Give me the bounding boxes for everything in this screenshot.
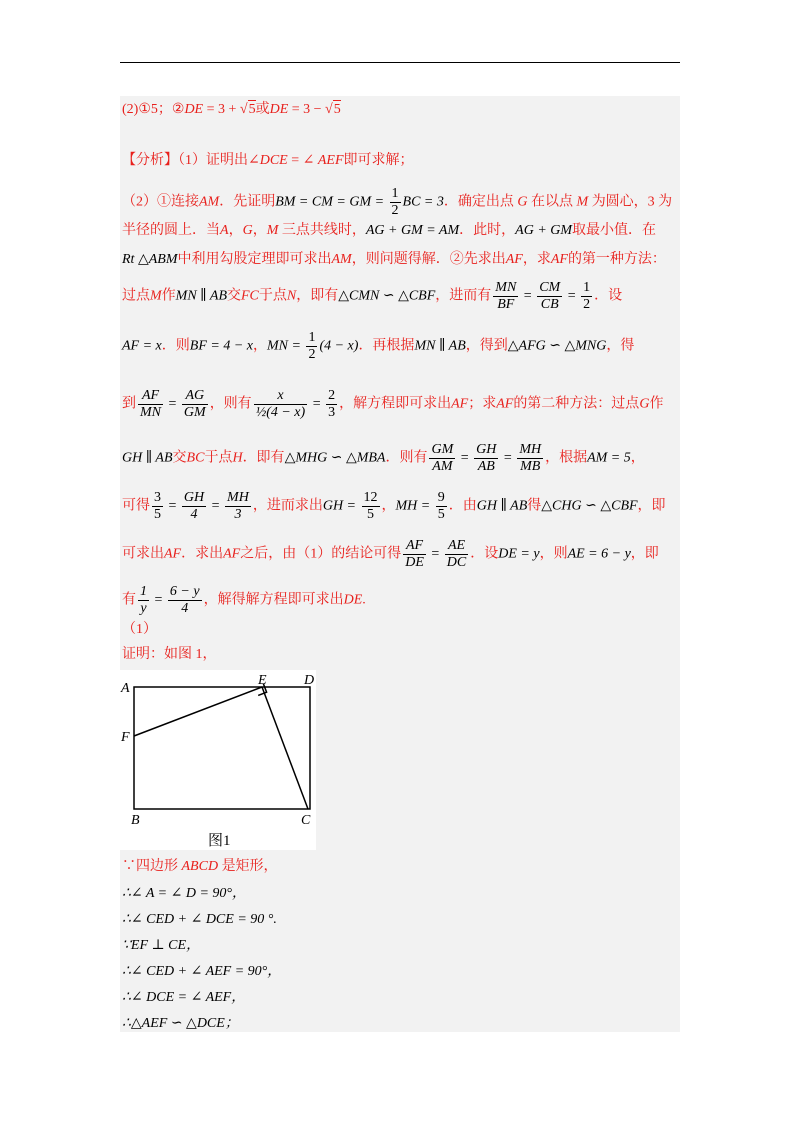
proof-step-2: ∴∠ A = ∠ D = 90°，	[122, 886, 247, 901]
analysis-line-8: GH ∥ AB交BC于点H．即有△MHG ∽ △MBA．则有 $\frac{GM}{AM}$ = $\frac{GH}{AB}$ = $\frac{MH}{MB}$ ，根据AM = 5，	[122, 442, 645, 474]
segment-ec	[262, 687, 308, 809]
label-a: A	[121, 681, 130, 696]
answer-line: (2)①5；②DE = 3 + √5或DE = 3 − √5	[122, 102, 341, 117]
fraction: $\frac{1}{2}$	[391, 186, 399, 218]
analysis-line-11: 有 $\frac{1}{y}$ = $\frac{6 - y}{4}$ ，解得解方程即可求出DE.	[122, 584, 366, 616]
fraction: $\frac{12}{5}$	[363, 490, 378, 522]
fraction: $\frac{1}{2}$	[308, 330, 316, 362]
fraction: $\frac{MH}{MB}$	[519, 442, 542, 474]
figure-caption: 图1	[208, 833, 231, 849]
analysis-line-4: Rt △ABM中利用勾股定理即可求出AM，则问题得解．②先求出AF，求AF的第一种方法：	[122, 252, 666, 267]
fraction: $\frac{2}{3}$	[328, 388, 336, 420]
fraction: $\frac{GM}{AM}$	[431, 442, 454, 474]
fraction: $\frac{9}{5}$	[437, 490, 445, 522]
rectangle-diagram	[120, 670, 316, 850]
label-b: B	[131, 813, 140, 828]
label-e: E	[258, 673, 267, 688]
fraction: $\frac{GH}{4}$	[183, 490, 205, 522]
proof-step-1: ∵四边形 ABCD 是矩形，	[122, 859, 278, 874]
fraction: $\frac{AE}{DC}$	[446, 538, 467, 570]
fraction: $\frac{6 - y}{4}$	[169, 584, 200, 616]
fraction: $\frac{AG}{GM}$	[183, 388, 206, 420]
analysis-line-10: 可求出AF．求出AF之后，由（1）的结论可得 $\frac{AF}{DE}$ = $\frac{AE}{DC}$ ．设DE = y，则AE = 6 − y，即	[122, 538, 659, 570]
fraction: $\frac{1}{y}$	[140, 584, 147, 616]
header-rule	[120, 62, 680, 63]
fraction: $\frac{MH}{3}$	[227, 490, 249, 522]
proof-step-7: ∴△AEF ∽ △DCE；	[122, 1016, 239, 1031]
label-d: D	[304, 673, 315, 688]
proof-step-3: ∴∠ CED + ∠ DCE = 90 °.	[122, 912, 277, 927]
analysis-line-1: 【分析】（1）证明出∠DCE = ∠ AEF即可求解；	[122, 153, 414, 168]
fraction: $\frac{GH}{AB}$	[476, 442, 497, 474]
segment-fe	[134, 687, 262, 736]
analysis-line-9: 可得 $\frac{3}{5}$ = $\frac{GH}{4}$ = $\frac{MH}{3}$ ，进而求出GH = $\frac{12}{5}$ ，MH = $\frac{9}{5}$ ．由GH ∥ AB得△CHG ∽ △CBF，即	[122, 490, 666, 522]
fraction: $\frac{1}{2}$	[583, 280, 591, 312]
fraction: $\frac{CM}{CB}$	[539, 280, 561, 312]
analysis-line-7: 到 $\frac{AF}{MN}$ = $\frac{AG}{GM}$ ，则有 $\frac{x}{\text{½(4 − x)}}$ = $\frac{2}{3}$ ，解方程即可求出AF；求AF的第二种方法：过点G作	[122, 388, 664, 420]
analysis-line-5: 过点M作MN ∥ AB交FC于点N，即有△CMN ∽ △CBF，进而有 $\frac{MN}{BF}$ = $\frac{CM}{CB}$ = $\frac{1}{2}$ ．设	[122, 280, 623, 312]
rectangle-abcd	[134, 687, 310, 809]
proof-step-4: ∵EF ⊥ CE，	[122, 938, 201, 953]
analysis-line-6: AF = x．则BF = 4 − x，MN = $\frac{1}{2}$ (4 − x)．再根据MN ∥ AB，得到△AFG ∽ △MNG，得	[122, 330, 635, 362]
proof-intro: 证明：如图 1，	[122, 647, 217, 662]
solution-part-1: （1）	[122, 622, 157, 637]
fraction: $\frac{AF}{DE}$	[405, 538, 424, 570]
analysis-line-2: （2）①连接AM．先证明BM = CM = GM = $\frac{1}{2}$ BC = 3．确定出点 G 在以点 M 为圆心，3 为	[122, 186, 673, 218]
analysis-line-3: 半径的圆上．当A，G，M 三点共线时，AG + GM = AM．此时，AG + GM取最小值．在	[122, 223, 657, 238]
fraction: $\frac{AF}{MN}$	[140, 388, 161, 420]
label-c: C	[301, 813, 311, 828]
fraction: $\frac{3}{5}$	[154, 490, 161, 522]
label-f: F	[121, 730, 130, 745]
figure-1	[120, 670, 316, 850]
proof-step-6: ∴∠ DCE = ∠ AEF，	[122, 990, 246, 1005]
fraction: $\frac{MN}{BF}$	[495, 280, 517, 312]
fraction: $\frac{x}{\text{½(4 − x)}}$	[255, 388, 306, 420]
proof-step-5: ∴∠ CED + ∠ AEF = 90°，	[122, 964, 282, 979]
